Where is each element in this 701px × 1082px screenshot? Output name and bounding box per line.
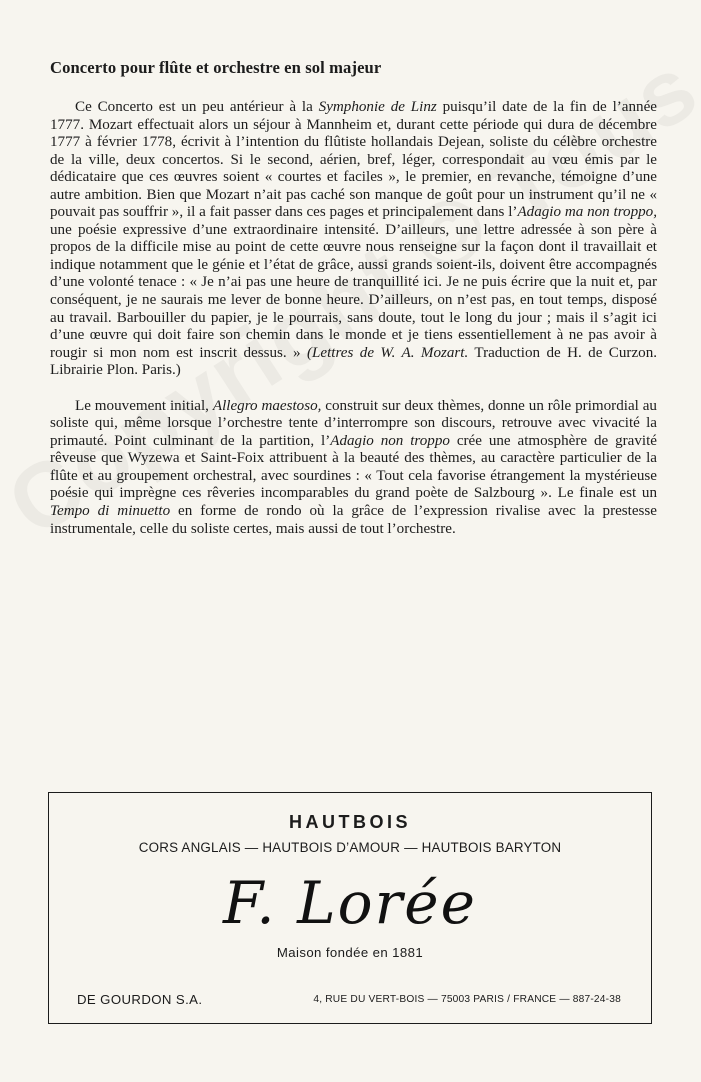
p1-italic-symphonie: Symphonie de Linz (318, 99, 437, 115)
p2-italic-tempo: Tempo di minuetto (50, 503, 171, 520)
ad-founded: Maison fondée en 1881 (276, 945, 424, 960)
ad-company: DE GOURDON S.A. (77, 992, 203, 1007)
paragraph-2 (50, 398, 657, 538)
p2-italic-allegro: Allegro maestoso, (212, 397, 322, 414)
ad-subtitle: CORS ANGLAIS — HAUTBOIS D’AMOUR — HAUTBOIS BARYTON (138, 840, 562, 855)
p1-text-a: Ce Concerto est un peu antérieur à la (75, 99, 319, 115)
ad-address: 4, RUE DU VERT-BOIS — 75003 PARIS / FRANCE — 887-24-38 (313, 994, 621, 1005)
p1-italic-lettres: (Lettres de W. A. Mozart. (306, 344, 469, 361)
p2-text-a: Le mouvement initial, (75, 397, 213, 414)
p1-italic-adagio: Adagio ma non troppo, (517, 204, 657, 221)
p1-text-c: puisqu’il date de la fin de l’année 1777. Mozart effectuait alors un séjour à Mannheim et, durant cette période qui dura de décembre 1777 à février 1778, écrivit à l’intention du flûtiste hollandais Dejean, soliste du célèbre orchestre de la ville, deux concertos. Si le second, aérien, bref, léger, correspondait au vœu émis par le dédicataire que ces œuvres soient « courtes et faciles », le premier, en revanche, témoigne d’une autre ambition. Bien que Mozart n’ait pas caché son manque de goût pour un instrument qu’il ne « pouvait pas souffrir », il a fait passer dans ces pages et principalement dans l’ (50, 99, 657, 221)
paragraph-1 (50, 99, 657, 380)
p2-text-e: crée une atmosphère de gravité rêveuse que Wyzewa et Saint-Foix attribuent à la beauté des thèmes, au caractère particulier de la flûte et au groupement orchestral, avec sourdines : « Tout cela favorise étrangement la mystérieuse poésie qui imprègne ces rêveries incomparables du grand poète de Salzbourg ». Le finale est un (50, 432, 657, 502)
page-heading: Concerto pour flûte et orchestre en sol majeur (50, 58, 382, 77)
ad-title: HAUTBOIS (289, 812, 411, 832)
p1-text-g: Traduction de H. de Curzon. Librairie Plon. Paris.) (50, 344, 658, 379)
advertisement-box (48, 792, 652, 1024)
p2-text-c: construit sur deux thèmes, donne un rôle primordial au soliste qui, même lorsque l’orchestre tente d’interrompre son discours, retrouve avec vivacité la primauté. Point culminant de la partition, l’ (50, 397, 657, 449)
p2-text-g: en forme de rondo où la grâce de l’expression rivalise avec la prestesse instrumentale, celle du soliste certes, mais aussi de tout l’orchestre. (50, 503, 658, 537)
p2-italic-adagio: Adagio non troppo (330, 432, 450, 449)
article-body (50, 99, 657, 538)
loree-logo: F. Lorée (223, 869, 477, 937)
p1-text-e: une poésie expressive d’une extraordinaire intensité. D’ailleurs, une lettre adressée à son père à propos de la difficile mise au point de cette œuvre nous renseigne sur la façon dont il travaillait et indique notamment que le génie et l’état de grâce, aussi grands soient-ils, doivent être accompagnés d’une volonté tenace : « Je n’ai pas une heure de tranquillité ici. Je ne puis écrire que la nuit et, par conséquent, je ne saurais me lever de bonne heure. D’ailleurs, on n’est pas, en tout temps, disposé au travail. Barbouiller du papier, je le pourrais, sans doute, tout le long du jour ; mais il s’agit ici d’une œuvre qui doit faire son chemin dans le monde et je tiens essentiellement à ne pas avoir à rougir si mon nom est inscrit dessus. » (50, 221, 657, 361)
